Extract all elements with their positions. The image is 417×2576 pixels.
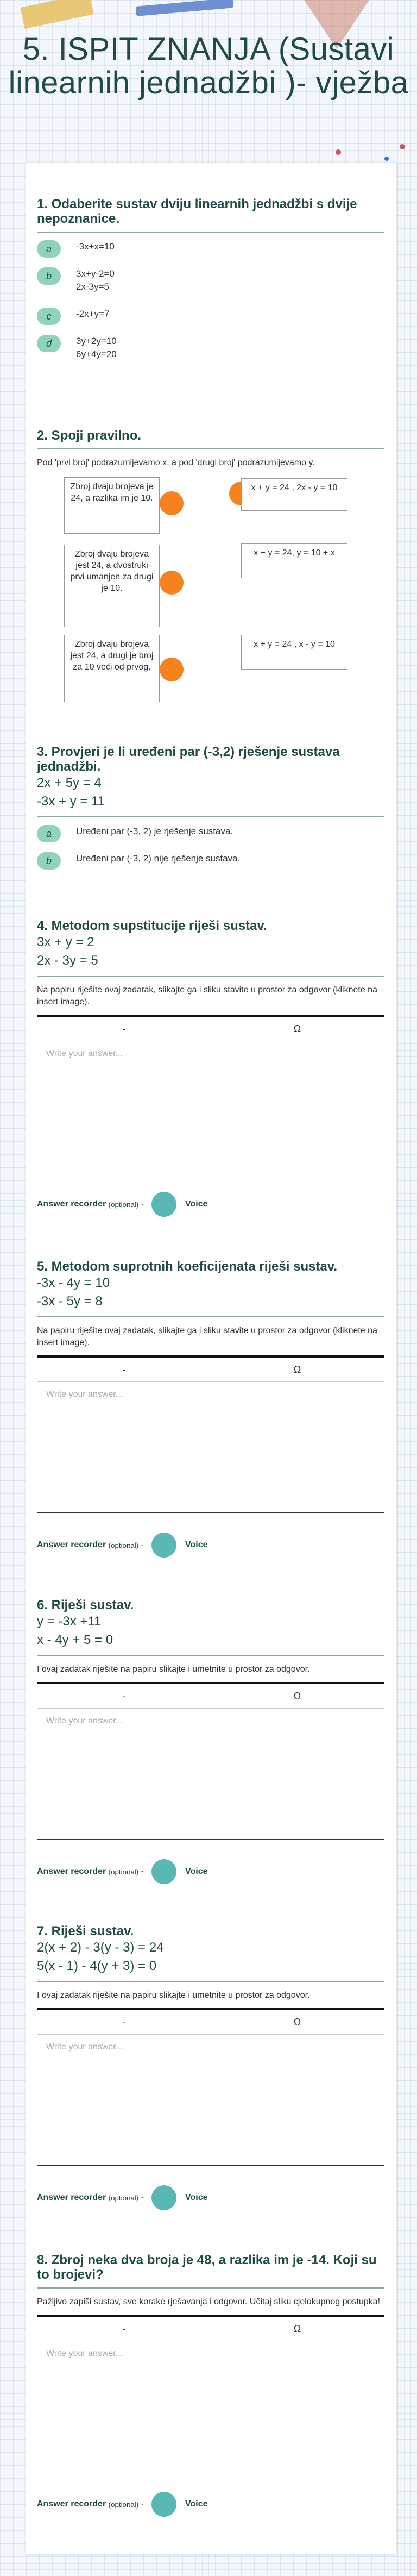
option-b[interactable] <box>37 267 384 293</box>
answer-editor <box>37 1015 384 1172</box>
question-title: 7. Riješi sustav. <box>37 1924 134 1939</box>
recorder-optional: (optional) <box>108 2500 139 2509</box>
divider <box>37 2287 384 2289</box>
divider <box>37 1981 384 1982</box>
minus-tool-button[interactable]: - <box>122 1023 126 1034</box>
option-d[interactable] <box>37 335 384 361</box>
question-2 <box>37 428 384 469</box>
answer-recorder <box>37 1533 384 1558</box>
option-text: 3y+2y=10 6y+4y=20 <box>76 336 117 359</box>
match-left-3[interactable]: Zbroj dvaju brojeva jest 24, a drugi je broj za 10 veći od prvog. <box>64 635 160 702</box>
omega-tool-button[interactable]: Ω <box>293 1023 301 1034</box>
option-text: Uređeni par (-3, 2) je rješenje sustava. <box>76 826 233 836</box>
equation-1: 3x + y = 2 <box>37 935 94 949</box>
voice-label: Voice <box>185 1199 208 1209</box>
question-title: 2. Spoji pravilno. <box>37 428 142 443</box>
voice-record-button[interactable] <box>151 2492 176 2517</box>
voice-record-button[interactable] <box>151 1533 176 1558</box>
editor-toolbar <box>37 1017 384 1041</box>
option-text: -3x+x=10 <box>76 241 115 252</box>
recorder-dash: - <box>141 1540 144 1549</box>
divider <box>37 232 384 233</box>
recorder-dash: - <box>141 2193 144 2202</box>
question-title: 3. Provjeri je li uređeni par (-3,2) rješenje sustava jednadžbi. <box>37 745 340 774</box>
recorder-dash: - <box>141 1867 144 1876</box>
question-7 <box>37 1924 384 2210</box>
recorder-label: Answer recorder <box>37 1540 106 1549</box>
equation-2: 5(x - 1) - 4(y + 3) = 0 <box>37 1959 157 1973</box>
option-c[interactable] <box>37 308 384 325</box>
recorder-optional: (optional) <box>108 1867 139 1876</box>
recorder-label: Answer recorder <box>37 1199 106 1209</box>
option-text: 3x+y-2=0 2x-3y=5 <box>76 268 115 292</box>
question-instruction: Na papiru riješite ovaj zadatak, slikajte ga i sliku stavite u prostor za odgovor (kliknete na insert image). <box>37 1326 377 1347</box>
match-left-2[interactable]: Zbroj dvaju brojeva jest 24, a dvostruki prvi umanjen za drugi je 10. <box>64 545 160 627</box>
option-letter: c <box>37 308 61 325</box>
question-title: 8. Zbroj neka dva broja je 48, a razlika im je -14. Koji su to brojevi? <box>37 2253 377 2282</box>
option-letter: b <box>37 852 61 870</box>
page-title: 5. ISPIT ZNANJA (Sustavi linearnih jednadžbi )- vježba <box>8 32 409 101</box>
answer-input[interactable]: Write your answer... <box>46 2042 123 2052</box>
equation-2: -3x + y = 11 <box>37 794 105 809</box>
answer-editor <box>37 1355 384 1513</box>
match-left-1[interactable]: Zbroj dvaju brojeva je 24, a razlika im je 10. <box>64 477 160 534</box>
recorder-dash: - <box>141 2499 144 2509</box>
answer-editor <box>37 2315 384 2472</box>
recorder-optional: (optional) <box>108 1200 139 1209</box>
recorder-label: Answer recorder <box>37 2193 106 2202</box>
answer-editor <box>37 1682 384 1840</box>
question-instruction: Na papiru riješite ovaj zadatak, slikajte ga i sliku stavite u prostor za odgovor (kliknete na insert image). <box>37 985 377 1006</box>
question-title: 5. Metodom suprotnih koeficijenata riješi sustav. <box>37 1259 338 1274</box>
pin-decoration <box>400 144 405 149</box>
answer-editor <box>37 2008 384 2166</box>
match-right-3[interactable]: x + y = 24 , x - y = 10 <box>241 635 348 670</box>
equation-2: -3x - 5y = 8 <box>37 1294 103 1309</box>
ruler-decoration <box>20 0 93 29</box>
minus-tool-button[interactable]: - <box>122 2323 126 2334</box>
option-b[interactable] <box>37 852 384 870</box>
option-text: Uređeni par (-3, 2) nije rješenje sustava. <box>76 853 241 864</box>
omega-tool-button[interactable]: Ω <box>293 1364 301 1375</box>
question-8 <box>37 2253 384 2517</box>
voice-record-button[interactable] <box>151 1859 176 1884</box>
answer-input[interactable]: Write your answer... <box>46 1390 123 1399</box>
recorder-label: Answer recorder <box>37 1867 106 1876</box>
match-right-2[interactable]: x + y = 24, y = 10 + x <box>241 543 348 578</box>
match-right-1[interactable]: x + y = 24 , 2x - y = 10 <box>241 478 348 511</box>
question-1 <box>37 197 384 371</box>
question-5 <box>37 1259 384 1558</box>
omega-tool-button[interactable]: Ω <box>293 2016 301 2028</box>
equation-1: y = -3x +11 <box>37 1614 102 1629</box>
divider <box>37 1655 384 1656</box>
question-instruction: Pažljivo zapiši sustav, sve korake rješavanja i odgovor. Učitaj sliku cjelokupnog postupka! <box>37 2297 381 2306</box>
pencil-decoration <box>136 0 234 16</box>
divider <box>37 976 384 977</box>
omega-tool-button[interactable]: Ω <box>293 1690 301 1702</box>
editor-toolbar <box>37 1358 384 1382</box>
minus-tool-button[interactable]: - <box>122 1364 126 1375</box>
divider <box>37 1316 384 1317</box>
question-title: 4. Metodom supstitucije riješi sustav. <box>37 918 267 933</box>
voice-label: Voice <box>185 1540 208 1549</box>
recorder-optional: (optional) <box>108 1541 139 1549</box>
question-title: 1. Odaberite sustav dviju linearnih jednadžbi s dvije nepoznanice. <box>37 197 357 226</box>
editor-toolbar <box>37 1684 384 1709</box>
question-title: 6. Riješi sustav. <box>37 1598 134 1612</box>
divider <box>37 816 384 817</box>
divider <box>37 448 384 449</box>
match-handle-left-3[interactable] <box>160 658 184 681</box>
voice-label: Voice <box>185 1867 208 1876</box>
minus-tool-button[interactable]: - <box>122 2016 126 2028</box>
answer-input[interactable]: Write your answer... <box>46 2349 123 2358</box>
equation-1: -3x - 4y = 10 <box>37 1276 110 1290</box>
minus-tool-button[interactable]: - <box>122 1690 126 1702</box>
option-letter: a <box>37 825 61 842</box>
answer-recorder <box>37 2185 384 2210</box>
equation-2: 2x - 3y = 5 <box>37 953 98 968</box>
option-text: -2x+y=7 <box>76 309 110 319</box>
equation-1: 2(x + 2) - 3(y - 3) = 24 <box>37 1940 164 1955</box>
answer-recorder <box>37 2492 384 2517</box>
worksheet-card <box>26 163 396 2554</box>
recorder-dash: - <box>141 1199 144 1209</box>
option-a[interactable] <box>37 240 384 258</box>
question-6 <box>37 1598 384 1884</box>
recorder-label: Answer recorder <box>37 2499 106 2509</box>
answer-input[interactable]: Write your answer... <box>46 1716 123 1725</box>
red-dot-decoration <box>336 149 341 155</box>
voice-record-button[interactable] <box>151 1192 176 1217</box>
voice-record-button[interactable] <box>151 2185 176 2210</box>
editor-toolbar <box>37 2317 384 2341</box>
equation-1: 2x + 5y = 4 <box>37 776 102 790</box>
answer-recorder <box>37 1192 384 1217</box>
match-handle-left-2[interactable] <box>160 571 184 595</box>
question-instruction: Pod 'prvi broj' podrazumijevamo x, a pod 'drugi broj' podrazumijevamo y. <box>37 458 315 467</box>
option-letter: a <box>37 240 61 258</box>
question-instruction: I ovaj zadatak riješite na papiru slikajte i umetnite u prostor za odgovor. <box>37 1991 310 2000</box>
editor-toolbar <box>37 2010 384 2035</box>
voice-label: Voice <box>185 2499 208 2509</box>
option-a[interactable] <box>37 825 384 842</box>
match-handle-left-1[interactable] <box>160 491 184 515</box>
voice-label: Voice <box>185 2193 208 2202</box>
question-3 <box>37 745 384 879</box>
option-letter: b <box>37 267 61 285</box>
omega-tool-button[interactable]: Ω <box>293 2323 301 2334</box>
question-4 <box>37 918 384 1217</box>
question-instruction: I ovaj zadatak riješite na papiru slikajte i umetnite u prostor za odgovor. <box>37 1665 310 1674</box>
answer-input[interactable]: Write your answer... <box>46 1049 123 1058</box>
option-letter: d <box>37 335 61 352</box>
equation-2: x - 4y + 5 = 0 <box>37 1633 113 1647</box>
blue-dot-decoration <box>384 157 389 161</box>
recorder-optional: (optional) <box>108 2193 139 2202</box>
answer-recorder <box>37 1859 384 1884</box>
